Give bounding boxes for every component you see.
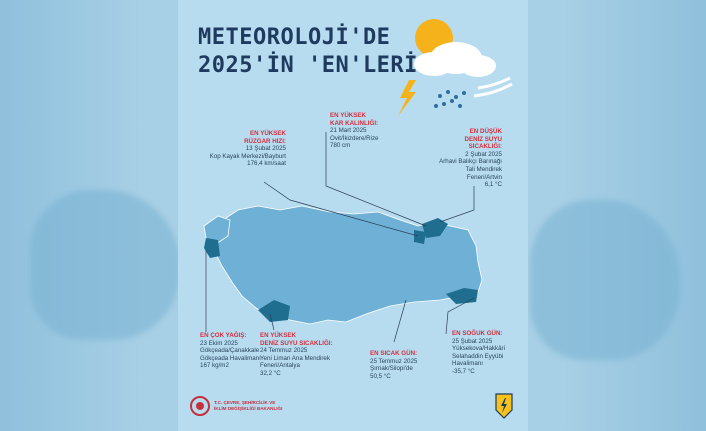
snow-value: 780 cm: [330, 142, 351, 150]
low-sea-heading-3: SICAKLIĞI:: [468, 143, 502, 151]
low-sea-place-1: Arhavi Balıkçı Barınağı: [439, 158, 502, 166]
wind-value: 176,4 km/saat: [247, 160, 286, 168]
cold-value: -35,7 °C: [452, 367, 475, 375]
ministry-name: [214, 400, 282, 411]
wind-place: Kop Kayak Merkezi/Bayburt: [209, 152, 286, 160]
low-sea-date: 2 Şubat 2025: [465, 150, 502, 158]
ministry-name-line-1: T.C. ÇEVRE, ŞEHİRCİLİK VE: [214, 400, 276, 406]
lightning-icon: [398, 80, 416, 116]
turkey-map: [204, 206, 482, 324]
cold-heading: EN SOĞUK GÜN:: [452, 330, 503, 337]
page-title: [198, 24, 418, 80]
cold-place-3: Havalimanı: [452, 360, 483, 368]
low-sea-heading-1: EN DÜŞÜK: [469, 128, 502, 135]
rain-heading: EN ÇOK YAĞIŞ:: [200, 332, 247, 339]
title-line-1: METEOROLOJİ'DE: [198, 25, 391, 50]
cold-place-1: Yüksekova/Hakkâri: [452, 345, 505, 353]
rain-place-1: Gökçeada/Çanakkale: [200, 347, 260, 355]
ministry-name-line-2: İKLİM DEĞİŞİKLİĞİ BAKANLIĞI: [214, 406, 283, 411]
high-sea-place-2: Feneri/Antalya: [260, 362, 300, 370]
low-sea-heading-2: DENİZ SUYU: [464, 135, 502, 143]
wind-label: [188, 130, 286, 168]
wind-heading-2: RÜZGAR HIZI:: [244, 137, 286, 145]
low-sea-place-2: Tali Mendirek: [465, 165, 502, 173]
high-sea-temp-label: [260, 332, 360, 378]
blurred-map-right: [530, 200, 680, 360]
map-canakkale-region: [204, 238, 220, 258]
rain-date: 23 Ekim 2025: [200, 339, 238, 347]
hot-day-label: [370, 350, 440, 380]
cold-place-2: Selahaddin Eyyübi: [452, 352, 504, 360]
rain-place-2: Gökçeada Havalimanı: [200, 354, 261, 362]
low-sea-value: 6,1 °C: [484, 181, 502, 189]
high-sea-heading-2: DENİZ SUYU SICAKLIĞI:: [260, 339, 333, 347]
cold-day-label: [452, 330, 528, 376]
meteoroloji-badge-icon: [494, 392, 514, 420]
high-sea-heading-1: EN YÜKSEK: [260, 332, 296, 339]
snow-heading-1: EN YÜKSEK: [330, 112, 366, 119]
hot-value: 50,5 °C: [370, 372, 391, 380]
sun-cloud-icon: [414, 19, 512, 96]
snow-label: [330, 112, 410, 150]
ministry-logo: [190, 396, 282, 416]
ministry-seal-icon: [190, 396, 210, 416]
low-sea-temp-label: [408, 128, 502, 189]
title-line-2: 2025'İN 'EN'LERİ: [198, 53, 418, 78]
high-sea-value: 32,2 °C: [260, 369, 281, 377]
hot-heading: EN SICAK GÜN:: [370, 350, 418, 357]
map-bayburt-region: [414, 230, 426, 244]
rain-value: 167 kg/m2: [200, 362, 229, 370]
snow-date: 21 Mart 2025: [330, 127, 367, 135]
wind-heading-1: EN YÜKSEK: [250, 130, 286, 137]
wind-date: 13 Şubat 2025: [245, 145, 286, 153]
high-sea-place-1: Yeni Liman Ana Mendirek: [260, 354, 330, 362]
hot-date: 25 Temmuz 2025: [370, 357, 418, 365]
blurred-map-left: [30, 190, 180, 340]
snow-heading-2: KAR KALINLIĞI:: [330, 119, 379, 127]
hot-place: Şırnak/Silopi'de: [370, 365, 413, 373]
cold-date: 25 Şubat 2025: [452, 337, 493, 345]
high-sea-date: 24 Temmuz 2025: [260, 347, 308, 355]
snow-place: Ovit/İkizdere/Rize: [330, 134, 379, 142]
infographic-card: [178, 0, 528, 431]
rain-icon: [434, 90, 466, 108]
low-sea-place-3: Feneri/Artvin: [466, 173, 502, 181]
